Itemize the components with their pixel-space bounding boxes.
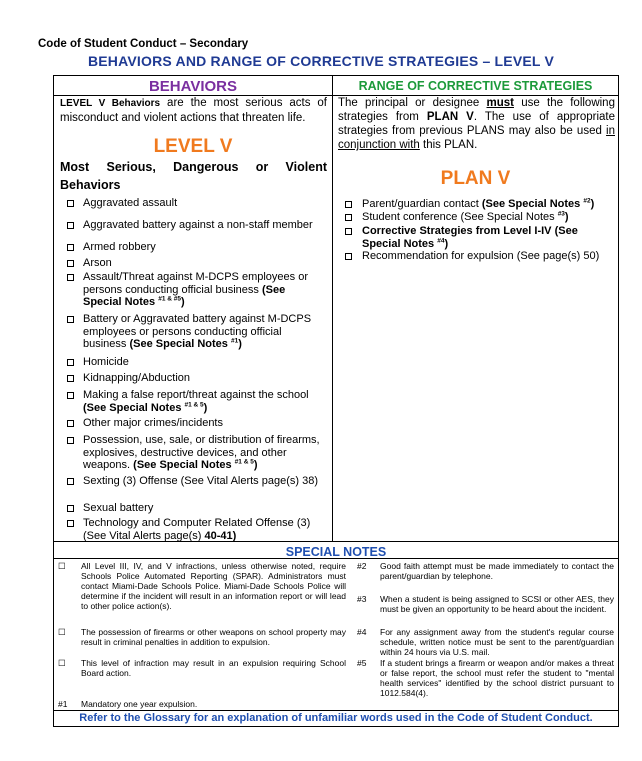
list-item [83,271,323,309]
list-item [83,517,323,542]
list-item-note-number: #3 [557,210,565,218]
list-item [362,211,604,224]
checkbox-icon [67,392,74,399]
strategies-header: RANGE OF CORRECTIVE STRATEGIES [358,79,593,93]
checkbox-icon [67,505,74,512]
checkbox-icon [67,478,74,485]
list-item-reference: (See Special Notes [83,283,286,308]
checkbox-icon [67,222,74,229]
list-item [83,434,323,472]
list-item [83,475,323,488]
note-marker: ☐ [58,658,66,668]
note-text: If a student brings a firearm or weapon and/or makes a threat or false report, the school must refer the student to "mental health services" identified by the school district pursuant to 1012.584(4). [380,658,614,698]
list-item-text: Sexual battery [83,502,154,514]
note-marker: #2 [357,561,367,571]
list-item-text: Sexting (3) Offense (See Vital Alerts page(s) 38) [83,475,318,487]
behaviors-intro-text: are the most serious acts of misconduct and violent actions that threaten life. [60,97,327,124]
note-marker: #4 [357,627,367,637]
list-item-text: Recommendation for expulsion (See page(s) 50) [362,250,600,262]
strategies-intro-plan: PLAN V [426,111,474,123]
list-item-reference: (See Special Notes [481,198,584,210]
list-item-close: ) [203,401,208,414]
behaviors-intro [60,96,327,125]
list-item-note-number: #4 [437,236,445,244]
checkbox-icon [67,244,74,251]
note-text: The possession of firearms or other weapons on school property may result in criminal penalties in addition to expulsion. [81,627,346,647]
checkbox-icon [67,274,74,281]
list-item-text: Student conference (See Special Notes [362,211,558,223]
note-marker: ☐ [58,627,66,637]
list-item [83,313,323,351]
list-item [83,502,323,515]
list-item-text: Armed robbery [83,241,156,253]
note-text: This level of infraction may result in an expulsion requiring School Board action. [81,658,346,678]
list-item-text: Aggravated assault [83,197,178,209]
list-item [83,219,323,232]
list-item-note-number: #1 & #5 [158,295,181,303]
list-item-text: Other major crimes/incidents [83,417,223,429]
list-item-close: ) [444,237,449,250]
list-item-reference: (See Special Notes [83,401,185,414]
list-item-reference: (See Special Notes [133,459,235,471]
list-item [83,389,323,414]
strategies-intro-text-3: . The use of appropriate strategies from previous PLANS may also be used [338,111,615,137]
behaviors-subheading: Most Serious, Dangerous or Violent Behaviors [60,160,327,192]
list-item [362,198,604,211]
column-divider [332,75,333,541]
list-item [83,197,323,210]
list-item-note-number: #1 [230,337,239,345]
strategies-intro-conjunction: in conjunction with [338,125,615,151]
list-item-text: Arson [83,257,112,269]
checkbox-icon [345,228,352,235]
checkbox-icon [67,375,74,382]
note-marker: #3 [357,594,367,604]
checkbox-icon [67,316,74,323]
list-item-note-number: #1 & 5 [234,458,254,466]
list-item-reference: 40-41 [204,529,233,542]
list-item [83,372,323,385]
checkbox-icon [67,359,74,366]
checkbox-icon [345,253,352,260]
list-item-text: Possession, use, sale, or distribution of firearms, explosives, destructive devices, and other weapons. [83,434,320,471]
list-item-text: Making a false report/threat against the school [83,389,309,401]
strategies-intro-text-4: this PLAN. [419,139,478,151]
note-text: All Level III, IV, and V infractions, unless otherwise noted, require Schools Police Automated Reporting (SPAR). Administrators must contact Miami-Dade Schools Police. Miami-Dade Schools Police will determine if the incident will result in an information report or will lead to other police action(s). [81,561,346,611]
checkbox-icon [67,420,74,427]
strategies-intro-must: must [486,97,514,109]
note-text: Mandatory one year expulsion. [81,699,198,709]
strategies-intro [338,96,615,152]
list-item-note-number: #2 [583,197,591,205]
list-item-text: Aggravated battery against a non-staff member [83,219,313,231]
list-item-close: ) [238,338,242,350]
list-item [83,417,323,430]
checkbox-icon [345,201,352,208]
plan-title: PLAN V [440,168,511,189]
list-item [362,225,604,250]
glossary-note: Refer to the Glossary for an explanation of unfamiliar words used in the Code of Student Conduct. [79,712,593,724]
checkbox-icon [67,200,74,207]
list-item-text: Homicide [83,356,129,368]
glossary-divider [53,710,619,711]
note-text: Good faith attempt must be made immediately to contact the parent/guardian by telephone. [380,561,614,581]
checkbox-icon [67,260,74,267]
strategies-intro-text-2: use the following strategies from [338,97,615,123]
list-item-note-number: #1 & 5 [184,400,204,408]
list-item-close: ) [253,459,258,471]
list-item-close: ) [232,529,237,542]
page-title: BEHAVIORS AND RANGE OF CORRECTIVE STRATEGIES – LEVEL V [87,53,555,69]
list-item [83,356,323,369]
list-item [362,250,604,263]
checkbox-icon [345,214,352,221]
list-item-text: Battery or Aggravated battery against M-DCPS employees or persons conducting official business [83,313,312,350]
checkbox-icon [67,437,74,444]
list-item-text: Corrective Strategies from Level I-IV (See Special Notes [362,225,578,250]
note-marker: #1 [58,699,68,709]
list-item-text: Kidnapping/Abduction [83,372,191,384]
list-item-text: Parent/guardian contact [362,198,482,210]
level-title: LEVEL V [153,136,233,157]
list-item-reference: (See Special Notes [129,338,231,350]
list-item-close: ) [180,296,185,308]
note-marker: ☐ [58,561,66,571]
list-item-text: Assault/Threat against M-DCPS employees or persons conducting official business [83,271,308,296]
checkbox-icon [67,520,74,527]
list-item-text: Technology and Computer Related Offense (3) (See Vital Alerts page(s) [83,517,311,542]
note-marker: #5 [357,658,367,668]
note-text: For any assignment away from the student's regular course schedule, written notice must be sent to the parent/guardian within 24 hours via U.S. mail. [380,627,614,657]
note-text: When a student is being assigned to SCSI or other AES, they must be given an opportunity to be heard about the incident. [380,594,614,614]
strategies-intro-text: The principal or designee [338,97,487,109]
document-header: Code of Student Conduct – Secondary [38,38,249,50]
list-item [83,257,323,270]
behaviors-header: BEHAVIORS [148,78,238,95]
list-item-close: ) [564,211,569,223]
behaviors-intro-bold: LEVEL V Behaviors [60,98,161,109]
special-notes-title: SPECIAL NOTES [285,545,387,559]
list-item [83,241,323,254]
list-item-close: ) [590,198,595,210]
